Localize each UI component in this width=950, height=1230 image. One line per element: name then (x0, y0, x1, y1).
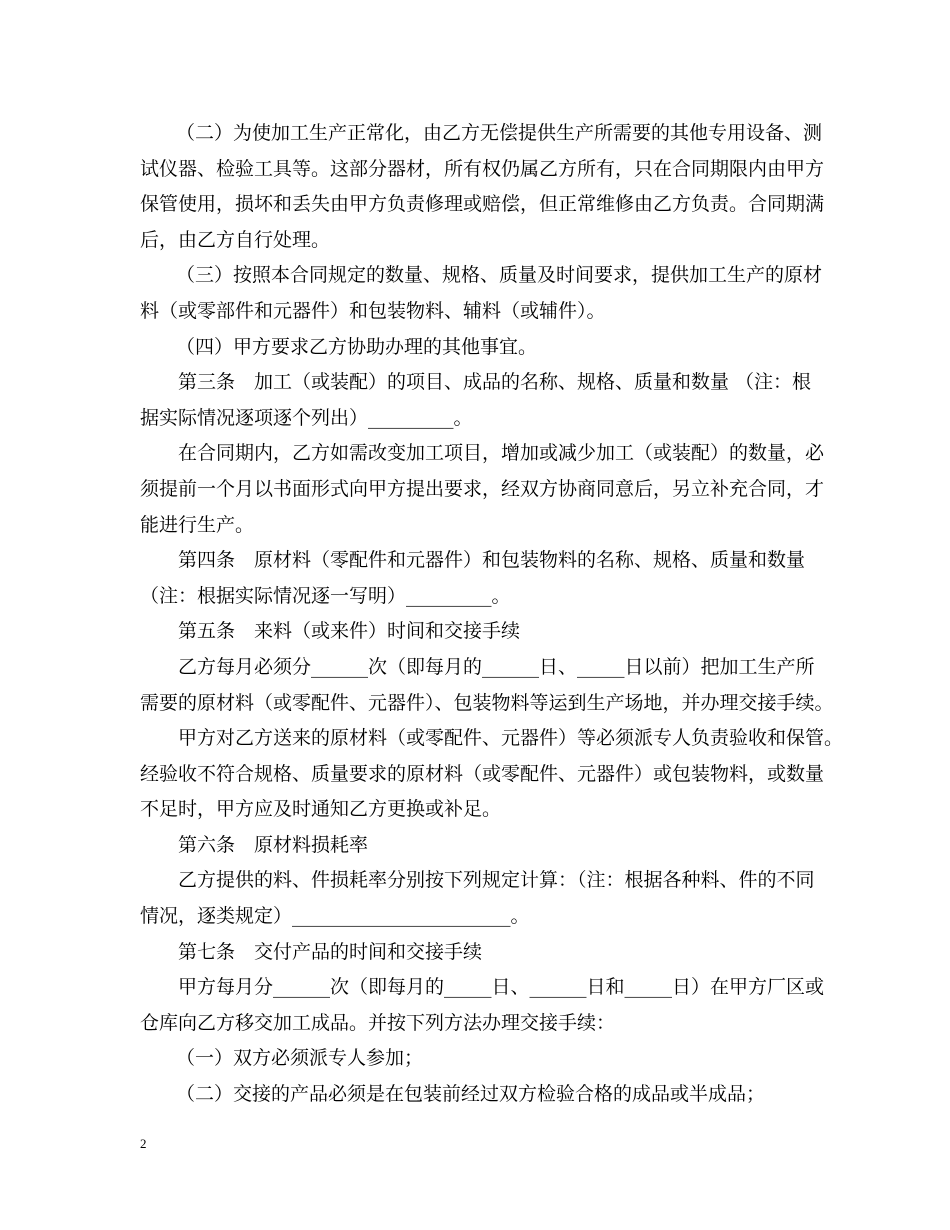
document-body (140, 116, 844, 1113)
paragraph-line: 甲方每月分______次（即每月的_____日、______日和_____日）在甲方厂区或 (178, 976, 825, 999)
article-heading-line: 第七条 交付产品的时间和交接手续 (178, 940, 483, 963)
paragraph-line: 需要的原材料（或零配件、元器件）、包装物料等运到生产场地，并办理交接手续。 (140, 691, 834, 714)
paragraph-line: 后，由乙方自行处理。 (140, 228, 331, 251)
page-number: 2 (140, 1136, 147, 1151)
paragraph-line: 情况，逐类规定）_______________________。 (140, 905, 530, 928)
paragraph-line: 乙方提供的料、件损耗率分别按下列规定计算：（注：根据各种料、件的不同 (178, 869, 815, 892)
paragraph-line: （三）按照本合同规定的数量、规格、质量及时间要求，提供加工生产的原材 (176, 264, 823, 287)
article-heading-line: 第三条 加工（或装配）的项目、成品的名称、规格、质量和数量 （注：根 (178, 371, 812, 394)
paragraph-line: （一）双方必须派专人参加； (176, 1047, 424, 1070)
paragraph-line: 保管使用，损坏和丢失由甲方负责修理或赔偿，但正常维修由乙方负责。合同期满 (140, 193, 825, 216)
paragraph-line: 甲方对乙方送来的原材料（或零配件、元器件）等必须派专人负责验收和保管。 (178, 727, 844, 750)
paragraph-line: 料（或零部件和元器件）和包装物料、辅料（或辅件）。 (140, 299, 606, 322)
paragraph-line: 在合同期内，乙方如需改变加工项目，增加或减少加工（或装配）的数量，必 (178, 442, 825, 465)
paragraph-line: 经验收不符合规格、质量要求的原材料（或零配件、元器件）或包装物料，或数量 (140, 762, 825, 785)
paragraph-line: 不足时，甲方应及时通知乙方更换或补足。 (140, 798, 502, 821)
paragraph-line: （二）交接的产品必须是在包装前经过双方检验合格的成品或半成品； (176, 1083, 766, 1106)
article-heading-line: 第四条 原材料（零配件和元器件）和包装物料的名称、规格、质量和数量 (178, 549, 806, 572)
article-heading-line: 第六条 原材料损耗率 (178, 833, 369, 856)
paragraph-line: 须提前一个月以书面形式向甲方提出要求，经双方协商同意后，另立补充合同，才 (140, 477, 825, 500)
paragraph-line: 乙方每月必须分______次（即每月的______日、_____日以前）把加工生产所 (178, 655, 815, 678)
paragraph-line: 试仪器、检验工具等。这部分器材，所有权仍属乙方所有，只在合同期限内由甲方 (140, 157, 825, 180)
paragraph-line: 仓库向乙方移交加工成品。并按下列方法办理交接手续： (140, 1011, 616, 1034)
paragraph-line: （二）为使加工生产正常化，由乙方无偿提供生产所需要的其他专用设备、测 (176, 122, 823, 144)
paragraph-line: 据实际情况逐项逐个列出）_________。 (140, 406, 473, 429)
paragraph-line: （四）甲方要求乙方协助办理的其他事宜。 (176, 335, 538, 358)
article-heading-line: 第五条 来料（或来件）时间和交接手续 (178, 620, 521, 643)
paragraph-line: 能进行生产。 (140, 513, 255, 536)
paragraph-line: （注：根据实际情况逐一写明）_________。 (140, 584, 511, 607)
